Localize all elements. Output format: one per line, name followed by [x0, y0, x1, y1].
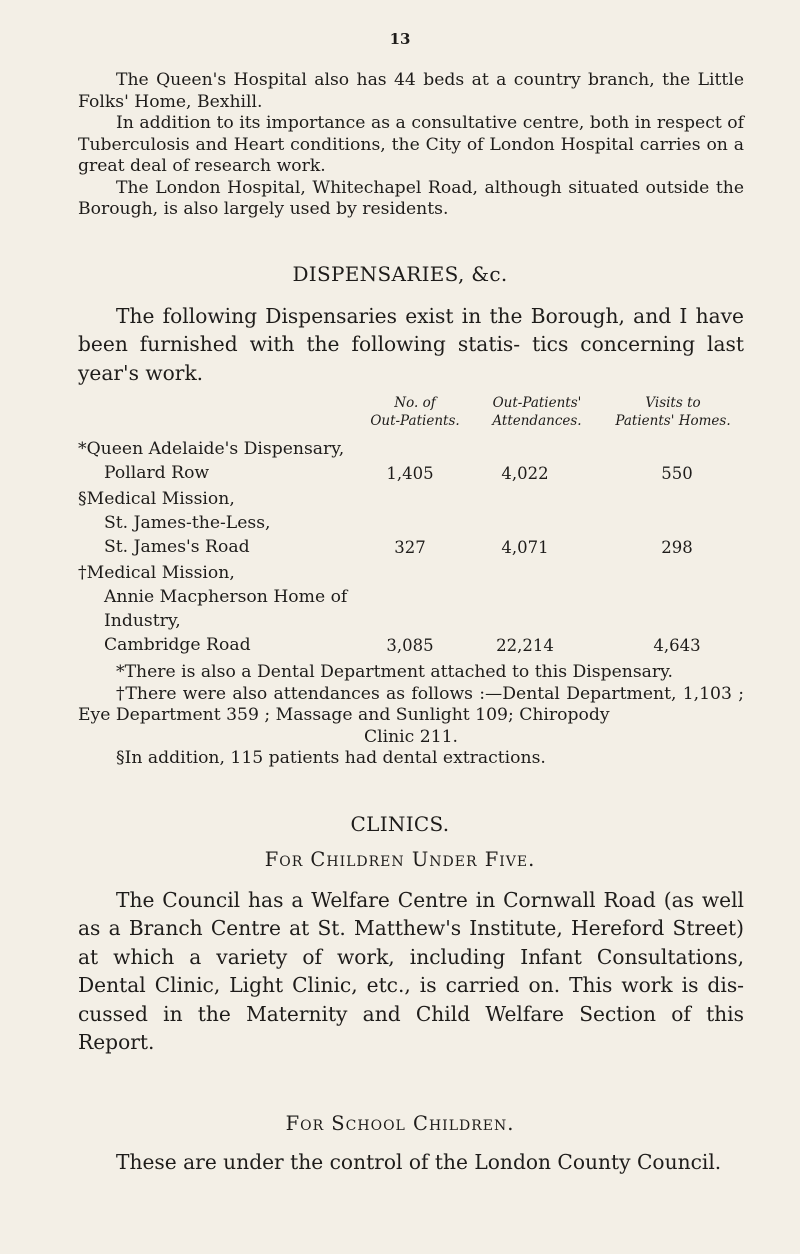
document-page: 13 The Queen's Hospital also has 44 beds at a country branch, the Little Folks' Home, Bexhill. In addition to its importance as a consultative centre, both in respect of Tuberculosis and Heart conditions, the City of London Hospital carries on a great deal of research work. The London Hospital, Whitechapel Road, although situated outside the Borough, is also largely used by residents. DISPENSARIES, &c. The following Dispensaries exist in the Borough, and I have been furnished with the following statis- tics concerning last year's work. No. of Out-Patients. Out-Patients' Attendances. Visits to Patients' Homes. *Queen Adelaide's Dispensary, Pollard Row 1,405 4,022 550 §Medical Mission, St. James-the-Less, St. James's Road 327 4,071 298 †Medical Mission, Annie Macpherson Home of Industry, Cambridge Road 3,085 22,214 4,643 *There is also a Dental Department attached to this Dispensary. †There were also attendances as follows :—Dental Department, 1,103 ; Eye Department 359 ; Massage and Sunlight 109; Chiropody Clinic 211. §In addition, 115 patients had dental extractions. CLINICS. For Children Under Five. The Council has a Welfare Centre in Cornwall Road (as well as a Branch Centre at St. Matthew's Institute, Hereford Street) at which a variety of work, including Infant Consultations, Dental Clinic, Light Clinic, etc., is carried on. This work is dis- cussed in the Maternity and Child Welfare Section of this Report. For School Children. These are under the control of the London County Council.	[0, 0, 800, 1254]
footnote: Clinic 211.	[363, 726, 459, 747]
paragraph: The London Hospital, Whitechapel Road, although situated outside the Borough, is also largely used by residents.	[78, 177, 744, 219]
footnotes	[78, 662, 744, 770]
school-children-heading: For School Children.	[285, 1112, 515, 1135]
column-header-visits: Visits to Patients' Homes.	[615, 395, 731, 429]
footnote: *There is also a Dental Department attached to this Dispensary.	[116, 662, 674, 682]
footnote: §In addition, 115 patients had dental extractions.	[116, 748, 546, 768]
clinics-heading: CLINICS.	[350, 812, 450, 836]
dispensaries-heading: DISPENSARIES, &c.	[292, 262, 508, 286]
dispensaries-intro: The following Dispensaries exist in the Borough, and I have been furnished with the following statis- tics concerning last year's work.	[78, 304, 744, 385]
under-five-heading: For Children Under Five.	[264, 848, 536, 871]
paragraph: The Queen's Hospital also has 44 beds at a country branch, the Little Folks' Home, Bexhill.	[78, 70, 744, 112]
under-five-text: The Council has a Welfare Centre in Cornwall Road (as well as a Branch Centre at St. Matthew's Institute, Hereford Street) at which a variety of work, including Infant Consultations, Dental Clinic, Light Clinic, etc., is carried on. This work is dis- cussed in the Maternity and Child Welfare Section of this Report.	[78, 888, 744, 1055]
paragraph: In addition to its importance as a consultative centre, both in respect of Tuberculosis and Heart conditions, the City of London Hospital carries on a great deal of research work.	[78, 113, 744, 176]
page-number: 13	[389, 30, 411, 48]
school-children-text: These are under the control of the London County Council.	[116, 1150, 722, 1174]
footnote: †There were also attendances as follows :—Dental Department, 1,103 ; Eye Department 359 ; Massage and Sunlight 109; Chiropody	[78, 683, 744, 725]
intro-text	[78, 70, 744, 221]
column-header-out-patients: No. of Out-Patients.	[370, 395, 460, 429]
column-header-attendances: Out-Patients' Attendances.	[492, 395, 582, 429]
